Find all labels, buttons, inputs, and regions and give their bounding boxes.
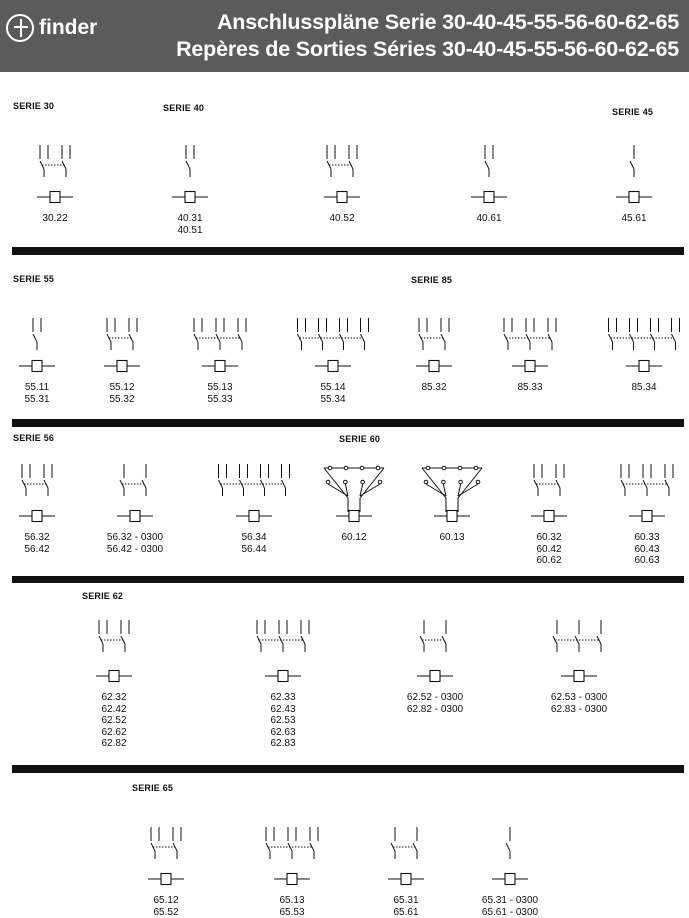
contact-diagram (478, 815, 542, 895)
title-german: Anschlusspläne Serie 30-40-45-55-56-60-62-65 (217, 10, 679, 35)
contact-diagram (78, 608, 150, 692)
relay-coil (505, 874, 515, 885)
model-number: 60.62 (513, 555, 585, 567)
contact-blade (33, 334, 37, 342)
relay-coil (401, 874, 411, 885)
model-number: 60.33 (607, 532, 687, 544)
wiring-diagram-5634 (207, 452, 301, 555)
terminal-pin (442, 480, 446, 484)
relay-coil (544, 511, 554, 522)
serie-40-label: SERIE 40 (163, 103, 204, 113)
model-number: 62.83 - 0300 (541, 704, 617, 716)
relay-coil (484, 192, 494, 203)
model-number: 40.51 (150, 225, 230, 237)
wiring-diagram-3022 (15, 133, 95, 225)
model-number: 65.12 (126, 895, 206, 907)
terminal-pin (378, 480, 382, 484)
socket-outline (422, 468, 446, 512)
wiring-diagram-8532 (402, 306, 466, 394)
wiring-diagram-4052 (302, 133, 382, 225)
terminal-pin (476, 480, 480, 484)
model-number: 56.42 (5, 544, 69, 556)
contact-diagram (318, 452, 390, 532)
wiring-diagram-6253 (541, 608, 617, 715)
model-number: 55.13 (180, 382, 260, 394)
contact-diagram (15, 133, 95, 213)
model-number: 56.42 - 0300 (97, 544, 173, 556)
contact-diagram (449, 133, 529, 213)
page-header (0, 0, 689, 72)
model-number: 62.52 (78, 715, 150, 727)
relay-coil (249, 511, 259, 522)
serie-65-label: SERIE 65 (132, 783, 173, 793)
model-number: 55.12 (90, 382, 154, 394)
contact-diagram (490, 306, 570, 382)
model-number: 62.53 (243, 715, 323, 727)
model-number: 60.43 (607, 544, 687, 556)
wiring-diagram-4061 (449, 133, 529, 225)
model-number: 60.13 (416, 532, 488, 544)
contact-blade (672, 334, 676, 342)
contact-blade (282, 480, 286, 488)
contact-diagram (402, 306, 466, 382)
model-number: 40.31 (150, 213, 230, 225)
model-number: 62.83 (243, 738, 323, 750)
model-number: 62.42 (78, 704, 150, 716)
wiring-diagram-6032 (513, 452, 585, 567)
section-divider (12, 419, 684, 427)
model-number: 62.53 - 0300 (541, 692, 617, 704)
contact-diagram (97, 452, 173, 532)
logo-text: finder (39, 16, 97, 40)
serie-56-label: SERIE 56 (13, 433, 54, 443)
terminal-pin (328, 466, 332, 470)
wiring-diagram-4031 (150, 133, 230, 236)
relay-coil (109, 671, 119, 682)
contact-blade (630, 161, 634, 169)
serie-45-label: SERIE 45 (612, 107, 653, 117)
model-number: 60.63 (607, 555, 687, 567)
socket-outline (458, 468, 482, 512)
terminal-pin (458, 466, 462, 470)
model-number: 65.53 (252, 907, 332, 918)
contact-diagram (207, 452, 301, 532)
model-number: 30.22 (15, 213, 95, 225)
wiring-diagram-5632b (97, 452, 173, 555)
model-number: 65.31 (374, 895, 438, 907)
model-number: 85.33 (490, 382, 570, 394)
relay-coil (287, 874, 297, 885)
model-number: 62.32 (78, 692, 150, 704)
terminal-pin (326, 480, 330, 484)
contact-diagram (90, 306, 154, 382)
socket-outline (360, 468, 384, 512)
contact-diagram (397, 608, 473, 692)
model-number: 40.61 (449, 213, 529, 225)
model-number: 55.32 (90, 394, 154, 406)
finder-logo (6, 14, 126, 44)
contact-diagram (150, 133, 230, 213)
model-number: 65.13 (252, 895, 332, 907)
serie-55-label: SERIE 55 (13, 274, 54, 284)
wiring-diagram-8533 (490, 306, 570, 394)
model-number: 55.34 (286, 394, 380, 406)
wiring-diagram-5513 (180, 306, 260, 405)
terminal-pin (459, 480, 463, 484)
contact-diagram (541, 608, 617, 692)
model-number: 45.61 (594, 213, 674, 225)
wiring-diagram-5514 (286, 306, 380, 405)
relay-coil (349, 511, 359, 522)
wiring-diagram-5512 (90, 306, 154, 405)
model-number: 56.34 (207, 532, 301, 544)
model-number: 56.44 (207, 544, 301, 556)
relay-coil (642, 511, 652, 522)
relay-coil (629, 192, 639, 203)
contact-blade (186, 161, 190, 169)
relay-coil (117, 361, 127, 372)
contact-diagram (374, 815, 438, 895)
wiring-diagram-6013 (416, 452, 488, 544)
model-number: 62.63 (243, 727, 323, 739)
terminal-pin (344, 480, 348, 484)
contact-diagram (597, 306, 689, 382)
wiring-diagram-6531b (478, 815, 542, 918)
contact-diagram (5, 306, 69, 382)
terminal-pin (424, 480, 428, 484)
relay-coil (185, 192, 195, 203)
model-number: 56.32 - 0300 (97, 532, 173, 544)
model-number: 62.43 (243, 704, 323, 716)
section-divider (12, 765, 684, 773)
relay-coil (328, 361, 338, 372)
relay-coil (430, 671, 440, 682)
contact-diagram (286, 306, 380, 382)
serie-60-label: SERIE 60 (339, 434, 380, 444)
wiring-diagram-6513 (252, 815, 332, 918)
terminal-pin (361, 480, 365, 484)
model-number: 65.61 (374, 907, 438, 918)
terminal-pin (376, 466, 380, 470)
model-number: 55.31 (5, 394, 69, 406)
relay-coil (32, 511, 42, 522)
model-number: 62.82 (78, 738, 150, 750)
relay-coil (161, 874, 171, 885)
contact-blade (485, 161, 489, 169)
socket-outline (324, 468, 348, 512)
relay-coil (429, 361, 439, 372)
contact-blade (361, 334, 365, 342)
contact-blade (506, 843, 510, 851)
model-number: 62.82 - 0300 (397, 704, 473, 716)
contact-diagram (607, 452, 687, 532)
model-number: 55.11 (5, 382, 69, 394)
relay-coil (447, 511, 457, 522)
wiring-diagram-6232 (78, 608, 150, 750)
contact-diagram (594, 133, 674, 213)
terminal-pin (474, 466, 478, 470)
contact-diagram (180, 306, 260, 382)
relay-coil (639, 361, 649, 372)
contact-diagram (302, 133, 382, 213)
model-number: 65.52 (126, 907, 206, 918)
serie-30-label: SERIE 30 (13, 101, 54, 111)
wiring-diagram-6252 (397, 608, 473, 715)
model-number: 85.34 (597, 382, 689, 394)
relay-coil (574, 671, 584, 682)
relay-coil (337, 192, 347, 203)
contact-diagram (243, 608, 323, 692)
terminal-pin (426, 466, 430, 470)
wiring-diagram-6012 (318, 452, 390, 544)
model-number: 65.31 - 0300 (478, 895, 542, 907)
finder-logo-icon (6, 14, 34, 42)
wiring-diagram-4561 (594, 133, 674, 225)
model-number: 55.33 (180, 394, 260, 406)
relay-coil (215, 361, 225, 372)
model-number: 62.33 (243, 692, 323, 704)
wiring-diagram-6033 (607, 452, 687, 567)
section-divider (12, 247, 684, 255)
relay-coil (32, 361, 42, 372)
model-number: 85.32 (402, 382, 466, 394)
contact-diagram (252, 815, 332, 895)
wiring-diagram-5511 (5, 306, 69, 405)
wiring-diagram-6531 (374, 815, 438, 918)
model-number: 60.32 (513, 532, 585, 544)
contact-diagram (126, 815, 206, 895)
model-number: 40.52 (302, 213, 382, 225)
relay-coil (50, 192, 60, 203)
relay-coil (278, 671, 288, 682)
wiring-diagram-5632 (5, 452, 69, 555)
model-number: 55.14 (286, 382, 380, 394)
serie-62-label: SERIE 62 (82, 591, 123, 601)
serie-85-label: SERIE 85 (411, 275, 452, 285)
contact-diagram (416, 452, 488, 532)
model-number: 65.61 - 0300 (478, 907, 542, 918)
terminal-pin (344, 466, 348, 470)
section-divider (12, 576, 684, 583)
relay-coil (525, 361, 535, 372)
title-french: Repères de Sorties Séries 30-40-45-55-56-60-62-65 (176, 37, 679, 62)
contact-diagram (5, 452, 69, 532)
wiring-diagram-6512 (126, 815, 206, 918)
model-number: 62.52 - 0300 (397, 692, 473, 704)
model-number: 62.62 (78, 727, 150, 739)
contact-diagram (513, 452, 585, 532)
model-number: 60.12 (318, 532, 390, 544)
terminal-pin (360, 466, 364, 470)
wiring-diagram-8534 (597, 306, 689, 394)
model-number: 56.32 (5, 532, 69, 544)
model-number: 60.42 (513, 544, 585, 556)
terminal-pin (442, 466, 446, 470)
wiring-diagram-6233 (243, 608, 323, 750)
relay-coil (130, 511, 140, 522)
